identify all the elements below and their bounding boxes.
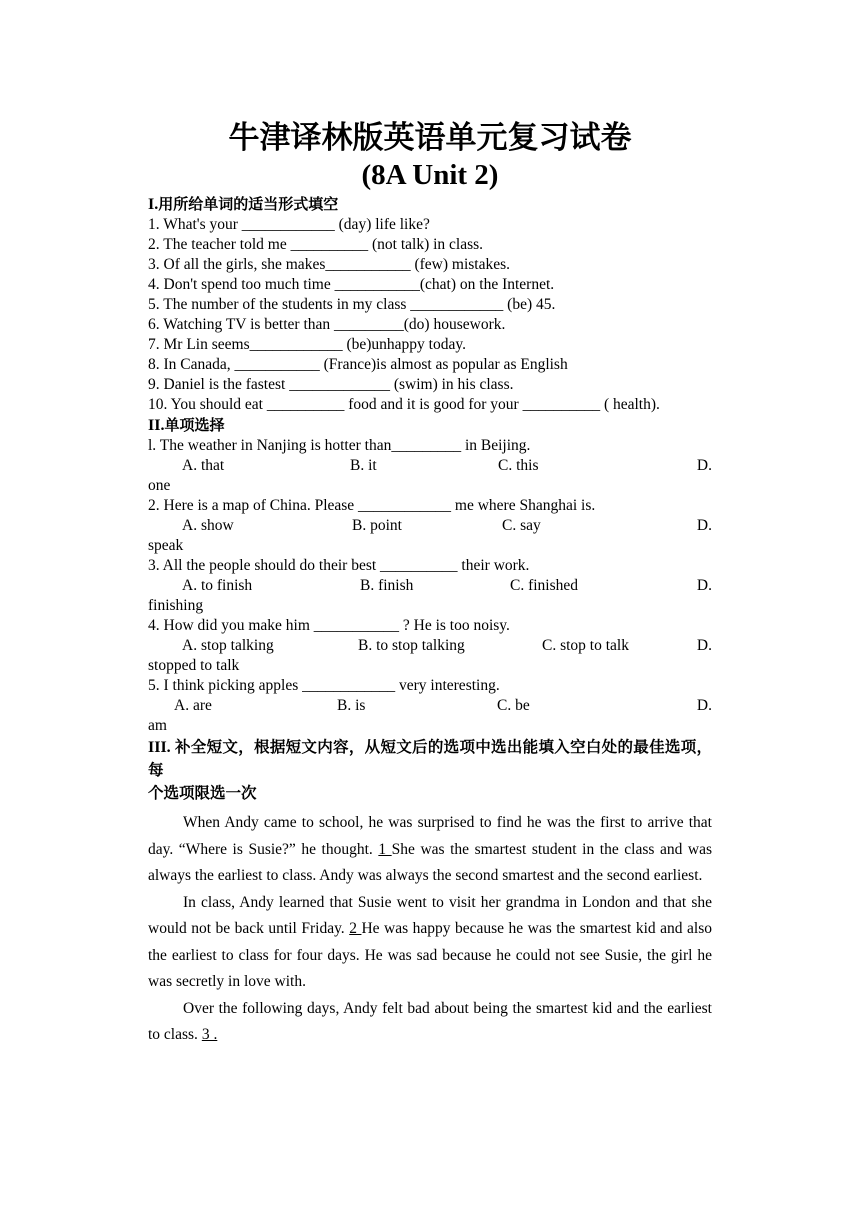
section-1-title: 用所给单词的适当形式填空 [158, 195, 339, 213]
choice-options-2 [148, 516, 712, 536]
page-title: 牛津译林版英语单元复习试卷 [228, 120, 632, 155]
section-3-title-cont: 个选项限选一次 [148, 784, 257, 802]
option-d: D. [696, 517, 712, 534]
option-d-text: speak [148, 537, 184, 554]
option-d-text: stopped to talk [148, 657, 240, 674]
option-c: C. be [497, 697, 530, 714]
option-b: B. to stop talking [358, 637, 465, 654]
choice-question-2: 2. Here is a map of China. Please ____________ me where Shanghai is. [148, 497, 596, 514]
option-b: B. it [350, 457, 377, 474]
option-d-text: one [148, 477, 171, 494]
option-c: C. say [502, 517, 541, 534]
fill-item-7: 7. Mr Lin seems____________ (be)unhappy today. [148, 336, 466, 353]
passage-paragraph-1 [148, 810, 712, 890]
fill-item-9: 9. Daniel is the fastest _____________ (swim) in his class. [148, 376, 514, 393]
blank-1: 1 [378, 840, 392, 858]
option-a: A. show [182, 517, 234, 534]
option-b: B. point [352, 517, 402, 534]
cloze-passage [148, 810, 712, 1049]
option-d-text: finishing [148, 597, 204, 614]
choice-options-5 [148, 696, 712, 716]
choice-question-3: 3. All the people should do their best __________ their work. [148, 557, 530, 574]
choice-options-3 [148, 576, 712, 596]
passage-text: He was happy because he was the smartest kid and also the earliest to class for four days. He was sad because he could not see Susie, the girl he was secretly in love with. [148, 920, 712, 990]
section-3-heading [148, 736, 712, 782]
choice-options-4 [148, 636, 712, 656]
passage-text: When Andy came to school, he was surprised to find he was the first to arrive that day. “Where is Susie?” he thought. [148, 814, 712, 858]
fill-item-8: 8. In Canada, ___________ (France)is almost as popular as English [148, 356, 568, 373]
option-c: C. this [498, 457, 539, 474]
choice-options-1 [148, 456, 712, 476]
blank-2: 2 [349, 920, 362, 937]
section-2-title: 单项选择 [164, 416, 225, 434]
passage-text: Over the following days, Andy felt bad about being the smartest kid and the earliest to class. [148, 999, 712, 1043]
option-a: A. are [174, 697, 212, 714]
option-a: A. that [182, 457, 225, 474]
section-3-title: 补全短文，根据短文内容，从短文后的选项中选出能填入空白处的最佳选项，每 [148, 738, 712, 779]
option-d: D. [696, 577, 712, 594]
fill-item-3: 3. Of all the girls, she makes___________ (few) mistakes. [148, 256, 511, 273]
option-c: C. stop to talk [542, 637, 629, 654]
option-d-text: am [148, 717, 167, 734]
choice-question-5: 5. I think picking apples ____________ very interesting. [148, 677, 500, 694]
exam-page [148, 118, 712, 1049]
option-a: A. to finish [182, 577, 253, 594]
option-d: D. [696, 637, 712, 654]
option-a: A. stop talking [182, 637, 274, 654]
section-1-heading [148, 194, 712, 215]
section-1-numeral: I. [148, 196, 159, 213]
fill-item-10: 10. You should eat __________ food and it is good for your __________ ( health). [148, 396, 660, 413]
choice-question-1: l. The weather in Nanjing is hotter than_________ in Beijing. [148, 437, 531, 454]
passage-paragraph-2 [148, 890, 712, 996]
option-b: B. finish [360, 577, 414, 594]
section-3-numeral: III. [148, 739, 171, 756]
page-subtitle: (8A Unit 2) [361, 159, 499, 191]
option-b: B. is [337, 697, 366, 714]
choice-question-4: 4. How did you make him ___________ ? He is too noisy. [148, 617, 510, 634]
passage-text: In class, Andy learned that Susie went to visit her grandma in London and that she would not be back until Friday. [148, 893, 712, 937]
blank-3: 3 . [201, 1026, 218, 1043]
section-2-numeral: II. [148, 417, 165, 434]
fill-item-6: 6. Watching TV is better than _________(do) housework. [148, 316, 506, 333]
option-c: C. finished [510, 577, 579, 594]
option-d: D. [696, 457, 712, 474]
section-2-heading [148, 415, 712, 436]
passage-paragraph-3 [148, 996, 712, 1049]
option-d: D. [696, 697, 712, 714]
passage-text: She was the smartest student in the class and was always the earliest to class. Andy was always the second smartest and the second earliest. [148, 840, 713, 884]
fill-item-1: 1. What's your ____________ (day) life like? [148, 216, 430, 233]
fill-item-5: 5. The number of the students in my class ____________ (be) 45. [148, 296, 556, 313]
fill-item-4: 4. Don't spend too much time ___________(chat) on the Internet. [148, 276, 555, 293]
fill-item-2: 2. The teacher told me __________ (not talk) in class. [148, 236, 484, 253]
